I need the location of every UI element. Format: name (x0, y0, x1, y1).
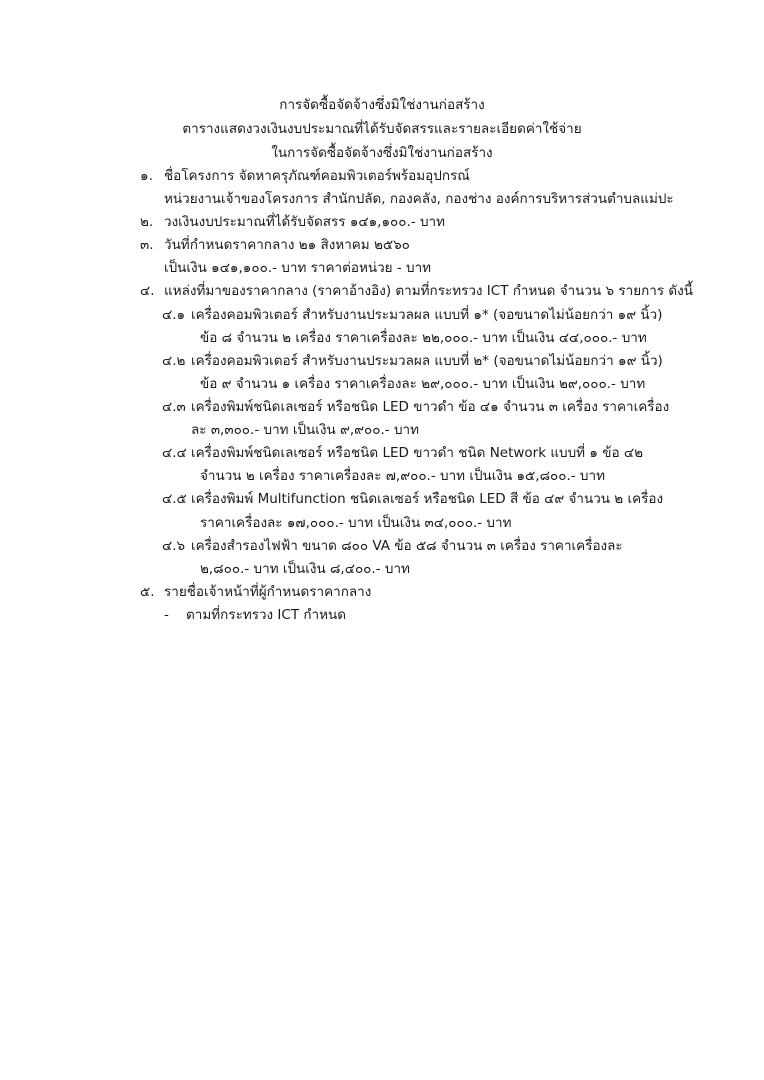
item-number: ๔. (140, 283, 155, 299)
sub-item-line2: ราคาเครื่องละ ๑๗,๐๐๐.- บาท เป็นเงิน ๓๔,๐๐๐.- บาท (200, 515, 512, 531)
sub-item-line2: ข้อ ๙ จำนวน ๑ เครื่อง ราคาเครื่องละ ๒๙,๐๐๐.- บาท เป็นเงิน ๒๙,๐๐๐.- บาท (200, 376, 646, 392)
sub-item-number: ๔.๖ (162, 538, 186, 554)
item-number: ๓. (140, 237, 154, 253)
doc-title-1: การจัดซื้อจัดจ้างซึ่งมิใช่งานก่อสร้าง (279, 97, 485, 113)
sub-item-number: ๔.๔ (162, 445, 187, 461)
sub-item-number: ๔.๓ (162, 399, 186, 415)
sub-item-line1: เครื่องคอมพิวเตอร์ สำหรับงานประมวลผล แบบที่ ๒* (จอขนาดไม่น้อยกว่า ๑๙ นิ้ว) (191, 353, 663, 369)
item-number: ๑. (140, 168, 153, 184)
sub-item-line2: ข้อ ๘ จำนวน ๒ เครื่อง ราคาเครื่องละ ๒๒,๐๐๐.- บาท เป็นเงิน ๔๔,๐๐๐.- บาท (200, 330, 647, 346)
sub-item-line2: ละ ๓,๓๐๐.- บาท เป็นเงิน ๙,๙๐๐.- บาท (191, 422, 420, 438)
sub-item-number: ๔.๑ (162, 307, 186, 323)
doc-title-2: ตารางแสดงวงเงินงบประมาณที่ได้รับจัดสรรและรายละเอียดค่าใช้จ่าย (182, 121, 582, 137)
sub-item-number: ๔.๒ (162, 353, 186, 369)
project-owner: หน่วยงานเจ้าของโครงการ สำนักปลัด, กองคลัง, กองช่าง องค์การบริหารส่วนตำบลแม่ปะ (164, 191, 674, 207)
reference-amount: เป็นเงิน ๑๔๑,๑๐๐.- บาท ราคาต่อหน่วย - บาท (164, 260, 432, 276)
budget: วงเงินงบประมาณที่ได้รับจัดสรร ๑๔๑,๑๐๐.- บาท (164, 214, 446, 230)
sub-item-line1: เครื่องคอมพิวเตอร์ สำหรับงานประมวลผล แบบที่ ๑* (จอขนาดไม่น้อยกว่า ๑๙ นิ้ว) (191, 307, 663, 323)
sub-item-line1: เครื่องพิมพ์ Multifunction ชนิดเลเซอร์ หรือชนิด LED สี ข้อ ๔๙ จำนวน ๒ เครื่อง (191, 491, 664, 507)
officers-heading: รายชื่อเจ้าหน้าที่ผู้กำหนดราคากลาง (164, 584, 372, 600)
doc-title-3: ในการจัดซื้อจัดจ้างซึ่งมิใช่งานก่อสร้าง (271, 145, 493, 161)
bullet-dash: - (164, 607, 169, 623)
price-source: แหล่งที่มาของราคากลาง (ราคาอ้างอิง) ตามที่กระทรวง ICT กำหนด จำนวน ๖ รายการ ดังนี้ (164, 283, 693, 299)
sub-item-line1: เครื่องพิมพ์ชนิดเลเซอร์ หรือชนิด LED ขาวดำ ข้อ ๔๑ จำนวน ๓ เครื่อง ราคาเครื่อง (191, 399, 670, 415)
sub-item-line2: จำนวน ๒ เครื่อง ราคาเครื่องละ ๗,๙๐๐.- บาท เป็นเงิน ๑๕,๘๐๐.- บาท (200, 468, 605, 484)
item-number: ๕. (140, 584, 155, 600)
sub-item-line2: ๒,๘๐๐.- บาท เป็นเงิน ๘,๔๐๐.- บาท (200, 561, 410, 577)
sub-item-number: ๔.๕ (162, 491, 187, 507)
item-number: ๒. (140, 214, 154, 230)
sub-item-line1: เครื่องสำรองไฟฟ้า ขนาด ๘๐๐ VA ข้อ ๕๘ จำนวน ๓ เครื่อง ราคาเครื่องละ (191, 538, 623, 554)
sub-item-line1: เครื่องพิมพ์ชนิดเลเซอร์ หรือชนิด LED ขาวดำ ชนิด Network แบบที่ ๑ ข้อ ๔๒ (191, 445, 643, 461)
reference-date: วันที่กำหนดราคากลาง ๒๑ สิงหาคม ๒๕๖๐ (164, 237, 410, 253)
officers-value: ตามที่กระทรวง ICT กำหนด (186, 607, 347, 623)
project-name: ชื่อโครงการ จัดหาครุภัณฑ์คอมพิวเตอร์พร้อมอุปกรณ์ (164, 168, 470, 184)
